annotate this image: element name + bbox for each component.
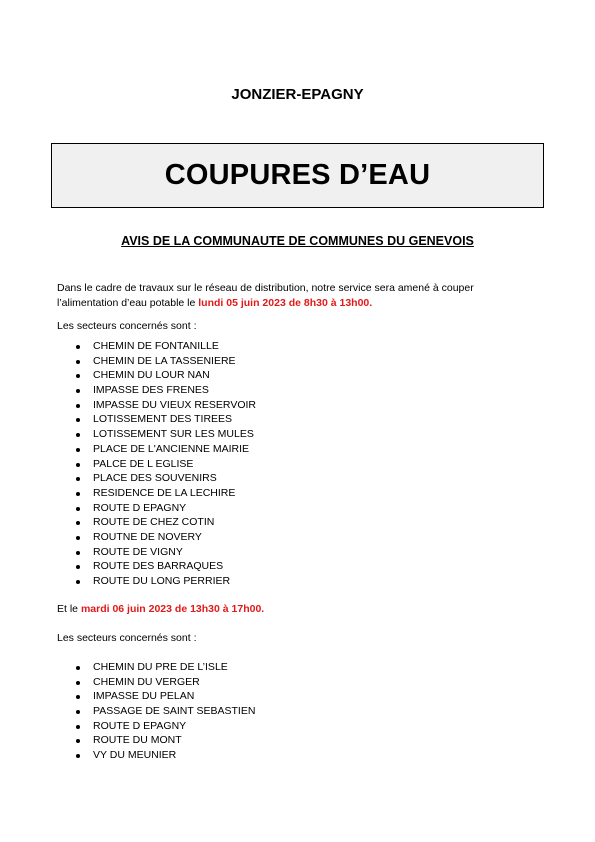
sector-item: PLACE DES SOUVENIRS <box>57 471 256 486</box>
sector-list-2 <box>57 660 255 763</box>
second-date-prefix: Et le <box>57 603 81 615</box>
sector-item: CHEMIN DE FONTANILLE <box>57 339 256 354</box>
sector-item: PLACE DE L'ANCIENNE MAIRIE <box>57 442 256 457</box>
sector-item: RESIDENCE DE LA LECHIRE <box>57 486 256 501</box>
sector-item: PASSAGE DE SAINT SEBASTIEN <box>57 704 255 719</box>
sector-item: CHEMIN DU PRE DE L’ISLE <box>57 660 255 675</box>
sectors-label-1: Les secteurs concernés sont : <box>57 320 197 332</box>
sector-list-1 <box>57 339 256 589</box>
sectors-label-2: Les secteurs concernés sont : <box>57 632 197 644</box>
sector-item: PALCE DE L EGLISE <box>57 457 256 472</box>
second-date: mardi 06 juin 2023 de 13h30 à 17h00. <box>80 603 265 615</box>
sector-item: CHEMIN DU VERGER <box>57 675 255 690</box>
sector-item: LOTISSEMENT DES TIREES <box>57 412 256 427</box>
sector-item: ROUTNE DE NOVERY <box>57 530 256 545</box>
town-name: JONZIER-EPAGNY <box>231 86 364 103</box>
sector-item: IMPASSE DU VIEUX RESERVOIR <box>57 398 256 413</box>
intro-paragraph <box>57 281 527 311</box>
sector-item: CHEMIN DU LOUR NAN <box>57 368 256 383</box>
sector-item: VY DU MEUNIER <box>57 748 255 763</box>
intro-text: Dans le cadre de travaux sur le réseau de distribution, notre service sera amené à couper l’alimentation d’eau potable le <box>57 282 474 309</box>
sector-item: ROUTE DU LONG PERRIER <box>57 574 256 589</box>
sector-item: ROUTE DE VIGNY <box>57 545 256 560</box>
sector-item: ROUTE D EPAGNY <box>57 719 255 734</box>
first-date: lundi 05 juin 2023 de 8h30 à 13h00. <box>198 297 373 309</box>
sector-item: ROUTE DU MONT <box>57 733 255 748</box>
notice-title: AVIS DE LA COMMUNAUTE DE COMMUNES DU GENEVOIS <box>121 234 474 248</box>
sector-item: CHEMIN DE LA TASSENIERE <box>57 354 256 369</box>
sector-item: ROUTE DES BARRAQUES <box>57 559 256 574</box>
title-box <box>51 143 544 208</box>
sector-item: IMPASSE DU PELAN <box>57 689 255 704</box>
sector-item: ROUTE DE CHEZ COTIN <box>57 515 256 530</box>
sector-item: IMPASSE DES FRENES <box>57 383 256 398</box>
sector-item: ROUTE D EPAGNY <box>57 501 256 516</box>
page-title: COUPURES D’EAU <box>164 159 431 191</box>
second-date-line <box>57 603 264 615</box>
sector-item: LOTISSEMENT SUR LES MULES <box>57 427 256 442</box>
